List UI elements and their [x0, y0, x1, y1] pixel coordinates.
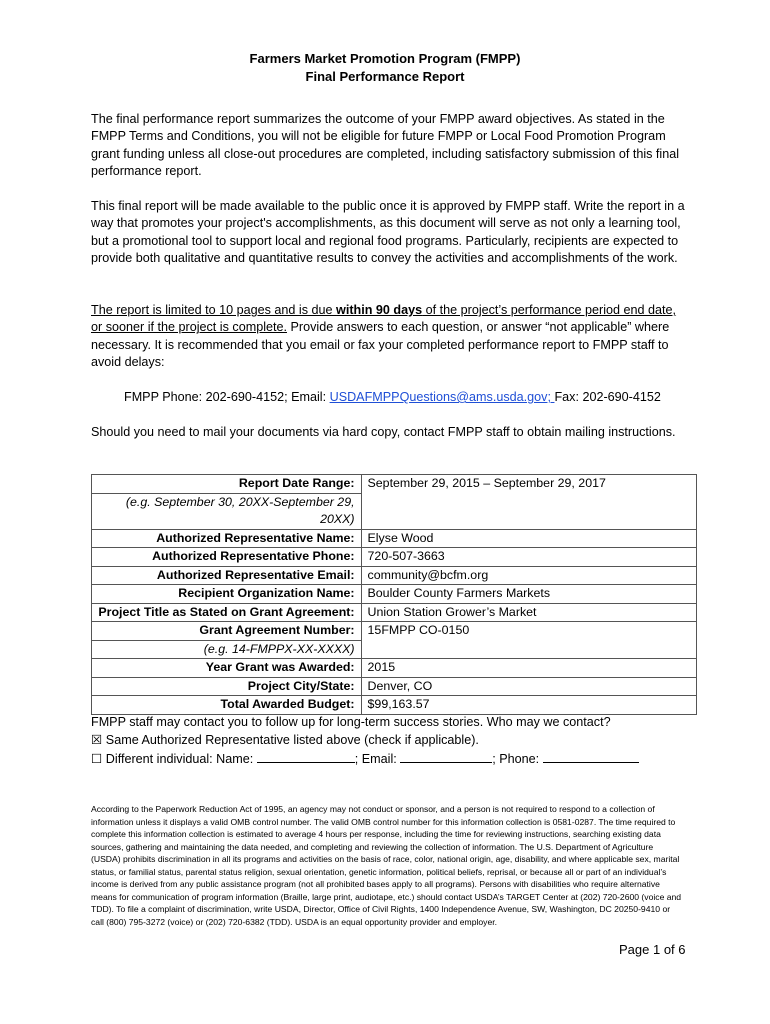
report-date-label: Report Date Range:: [92, 475, 362, 494]
org-label: Recipient Organization Name:: [92, 585, 362, 604]
different-individual-email-label: ; Email:: [354, 752, 401, 766]
grant-number-value[interactable]: 15FMPP CO-0150: [361, 622, 696, 659]
same-representative-label: Same Authorized Representative listed above (check if applicable).: [102, 733, 479, 747]
different-individual-name-label: Different individual: Name:: [102, 752, 257, 766]
rep-email-label: Authorized Representative Email:: [92, 566, 362, 585]
contact-name-field[interactable]: [257, 749, 355, 763]
budget-value[interactable]: $99,163.57: [361, 696, 696, 715]
intro-paragraph-4: Should you need to mail your documents via hard copy, contact FMPP staff to obtain mailing instructions.: [91, 425, 676, 439]
checked-checkbox-icon[interactable]: ☒: [91, 733, 103, 747]
fmpp-phone-text: FMPP Phone: 202-690-4152; Email:: [124, 390, 330, 404]
page-number: Page 1 of 6: [619, 942, 686, 957]
same-representative-option: [91, 731, 479, 749]
report-info-table: [91, 474, 697, 715]
budget-label: Total Awarded Budget:: [92, 696, 362, 715]
rep-phone-label: Authorized Representative Phone:: [92, 548, 362, 567]
grant-number-label: Grant Agreement Number:: [92, 622, 362, 641]
unchecked-checkbox-icon[interactable]: ☐: [91, 752, 103, 766]
follow-up-question: FMPP staff may contact you to follow up for long-term success stories. Who may we contact?: [91, 715, 611, 729]
fmpp-email-link[interactable]: USDAFMPPQuestions@ams.usda.gov;: [329, 390, 555, 404]
rep-name-value[interactable]: Elyse Wood: [361, 529, 696, 548]
city-state-label: Project City/State:: [92, 677, 362, 696]
paperwork-reduction-disclaimer: According to the Paperwork Reduction Act of 1995, an agency may not conduct or sponsor, and a person is not required to respond to a collection of information unless it displays a valid OMB control number. The valid OMB control number for this information collection is 0581-0287. The time required to complete this information collection is estimated to average 4 hours per response, including the time for reviewing instructions, searching existing data sources, gathering and maintaining the data needed, and completing and reviewing the collection of information. The U.S. Department of Agriculture (USDA) prohibits discrimination in all its programs and activities on the basis of race, color, national origin, age, disability, and where applicable sex, marital status, or familial status, parental status religion, sexual orientation, genetic information, political beliefs, reprisal, or because all or part of an individual’s income is derived from any public assistance program (not all prohibited bases apply to all programs). Persons with disabilities who require alternative means for communication of program information (Braille, large print, audiotape, etc.) should contact USDA’s TARGET Center at (202) 720-2600 (voice and TDD). To file a complaint of discrimination, write USDA, Director, Office of Civil Rights, 1400 Independence Avenue, SW, Washington, DC 20250-9410 or call (800) 795-3272 (voice) or (202) 720-6382 (TDD). USDA is an equal opportunity provider and employer.: [91, 804, 682, 927]
rep-name-label: Authorized Representative Name:: [92, 529, 362, 548]
rep-email-value[interactable]: community@bcfm.org: [361, 566, 696, 585]
contact-email-field[interactable]: [400, 749, 492, 763]
different-individual-option: [91, 749, 639, 768]
table-row: [92, 622, 697, 641]
table-row: [92, 603, 697, 622]
table-row: [92, 677, 697, 696]
year-awarded-value[interactable]: 2015: [361, 659, 696, 678]
city-state-value[interactable]: Denver, CO: [361, 677, 696, 696]
table-row: [92, 566, 697, 585]
report-date-value[interactable]: September 29, 2015 – September 29, 2017: [361, 475, 696, 530]
report-date-example: (e.g. September 30, 20XX-September 29, 20XX): [92, 493, 362, 529]
fmpp-fax-text: Fax: 202-690-4152: [554, 390, 661, 404]
intro-paragraph-2: This final report will be made available to the public once it is approved by FMPP staff. Write the report in a way that promotes your project's accomplishments, as this document will serve as not only a learning tool, but a promotional tool to support local and regional food programs. Particularly, recipients are expected to provide both qualitative and quantitative results to convey the activities and accomplishments of the work.: [91, 199, 685, 266]
table-row: [92, 475, 697, 494]
rep-phone-value[interactable]: 720-507-3663: [361, 548, 696, 567]
table-row: [92, 585, 697, 604]
deadline-text-end: of the project’s performance period end date, or sooner if the project is complete.: [91, 303, 677, 335]
instructions-text: Provide answers to each question, or answer “not applicable” where necessary. It is recommended that you email or fax your completed performance report to FMPP staff to avoid delays:: [91, 320, 670, 370]
table-row: [92, 529, 697, 548]
deadline-text: The report is limited to 10 pages and is due: [91, 303, 337, 317]
org-value[interactable]: Boulder County Farmers Markets: [361, 585, 696, 604]
table-row: [92, 696, 697, 715]
project-title-label: Project Title as Stated on Grant Agreement:: [92, 603, 362, 622]
year-awarded-label: Year Grant was Awarded:: [92, 659, 362, 678]
grant-number-example: (e.g. 14-FMPPX-XX-XXXX): [92, 640, 362, 659]
different-individual-phone-label: ; Phone:: [492, 752, 543, 766]
document-title: Farmers Market Promotion Program (FMPP): [249, 51, 521, 66]
project-title-value[interactable]: Union Station Grower’s Market: [361, 603, 696, 622]
intro-paragraph-3: [91, 302, 687, 372]
table-row: [92, 548, 697, 567]
contact-phone-field[interactable]: [543, 749, 639, 763]
intro-paragraph-1: The final performance report summarizes the outcome of your FMPP award objectives. As stated in the FMPP Terms and Conditions, you will not be eligible for future FMPP or Local Food Promotion Program grant funding unless all close-out procedures are completed, including satisfactory submission of this final performance report.: [91, 112, 680, 179]
table-row: [92, 659, 697, 678]
deadline-emphasis: within 90 days: [336, 303, 423, 317]
document-subtitle: Final Performance Report: [305, 69, 465, 84]
fmpp-contact-line: [124, 389, 704, 406]
